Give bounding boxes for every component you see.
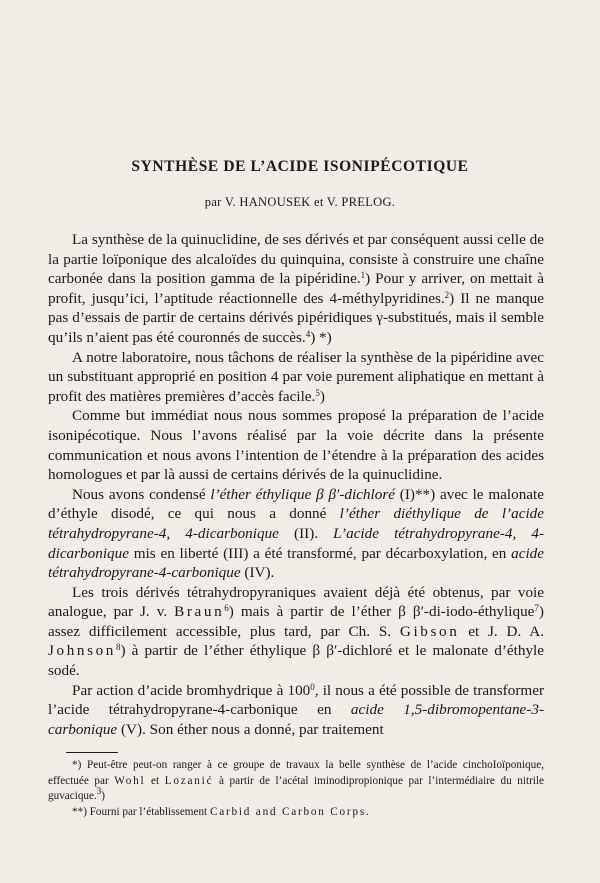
- text-run: Nous avons condensé: [72, 485, 211, 503]
- paragraph-1: [48, 230, 544, 348]
- text-run: **) Fourni par l’établissement: [72, 805, 210, 818]
- text-run: Les trois dérivés tétrahydropyraniques avaient déjà été obtenus, par voie analogue, par J. v.: [48, 583, 544, 621]
- text-run: ) *): [310, 328, 332, 346]
- compound-name: acide 1,5-dibromopentane-3-carbonique: [48, 701, 544, 738]
- compound-name: l’éther diéthylique de l’acide tétrahydropyrane-4, 4-dicarbonique: [48, 505, 544, 542]
- text-run: et: [145, 774, 165, 787]
- author-name: Wohl: [114, 774, 146, 787]
- author-name: Braun: [174, 603, 225, 621]
- text-run: ) Il ne manque pas d’essais de partir de certains dérivés pipéridiques γ-substitués, mais il semble qu’ils n’aient pas été couronnés de succès.: [48, 289, 544, 346]
- text-run: A notre laboratoire, nous tâchons de réaliser la synthèse de la pipéridine avec un substituant approprié en position 4 par voie purement aliphatique en mettant à profit des matières premières d’accès facile.: [48, 348, 544, 405]
- footnote-ref: 8: [116, 642, 121, 653]
- paper-title: SYNTHÈSE DE L’ACIDE ISONIPÉCOTIQUE: [131, 158, 469, 175]
- paragraph-6: [48, 681, 544, 740]
- text-run: ) mais à partir de l’éther β β′-di-iodo-éthylique: [228, 603, 535, 621]
- footnotes: [48, 758, 544, 820]
- author-name: Johnson: [48, 642, 116, 660]
- text-run: à partir de l’acétal iminodipropionique par l’intermédiaire du nitrile guvacique.: [48, 774, 544, 803]
- compound-name: acide tétrahydropyrane-4-carbonique: [48, 544, 544, 582]
- text-run: (IV).: [240, 564, 275, 582]
- compound-name: L’acide tétrahydropyrane-4, 4-dicarbonique: [48, 524, 545, 562]
- footnote-ref: 1: [360, 270, 366, 281]
- text-run: (V). Son éther nous a donné, par traitement: [117, 720, 384, 738]
- footnote-2: [48, 805, 544, 821]
- footnote-ref: 5: [315, 387, 320, 398]
- text-run: ) à partir de l’éther éthylique β β′-dichloré et le malonate d’éthyle sodé.: [48, 642, 544, 680]
- footnote-ref: 7: [534, 603, 539, 614]
- text-run: La synthèse de la quinuclidine, de ses dérivés et par conséquent aussi celle de la partie loïponique des alcaloïdes du quinquina, consiste à construire une chaîne carbonée dans la position gamma de la pipéridine.: [48, 231, 544, 288]
- text-run: ) Pour y arriver, on mettait à profit, jusqu’ici, l’aptitude réactionnelle des 4-méthylpyridines.: [48, 270, 544, 307]
- text-run: ): [319, 387, 325, 405]
- text-run: et J. D. A.: [459, 622, 544, 640]
- text-run: (II).: [278, 524, 334, 542]
- text-run: ): [101, 790, 106, 803]
- paragraph-4: [48, 485, 544, 583]
- author-name: Gibson: [399, 622, 460, 640]
- text-run: ) assez difficilement accessible, plus tard, par Ch. S.: [48, 603, 544, 640]
- text-run: , il nous a été possible de transformer l’acide tétrahydropyrane-4-carbonique en: [48, 681, 544, 719]
- text-run: (I)**) avec le malonate d’éthyle disodé, ce qui nous a donné: [48, 485, 544, 523]
- text-run: *) Peut-être peut-on ranger à ce groupe de travaux la belle synthèse de l’acide cinchoIoïponique, effectuée par: [48, 759, 544, 787]
- paper-authors: par V. HANOUSEK et V. PRELOG.: [204, 195, 396, 209]
- footnote-1: [48, 758, 544, 805]
- paragraph-3: [48, 406, 544, 484]
- paragraph-2: [48, 348, 544, 407]
- degree-mark: 0: [310, 681, 315, 692]
- text-run: mis en liberté (III) a été transformé, par décarboxylation, en: [129, 544, 512, 562]
- author-name: Lozanić: [164, 774, 214, 787]
- company-name: Carbid and Carbon Corps.: [209, 805, 371, 818]
- text-run: Comme but immédiat nous nous sommes proposé la préparation de l’acide isonipécotique. Nous l’avons réalisé par la voie décrite dans la présente communication et nous avons l’intention de l’étendre à la préparation des acides homologues et par là aussi de certains dérivés de la quinuclidine.: [48, 407, 544, 484]
- footnote-ref: 3: [96, 786, 102, 797]
- compound-name: l’éther éthylique β β′-dichloré: [210, 485, 395, 503]
- footnote-divider: [66, 752, 118, 753]
- footnote-ref: 2: [444, 289, 450, 300]
- footnote-ref: 6: [224, 603, 229, 614]
- text-run: Par action d’acide bromhydrique à 100: [72, 681, 311, 699]
- paragraph-5: [48, 583, 544, 681]
- body-text: [48, 230, 544, 739]
- footnote-ref: 4: [305, 328, 311, 339]
